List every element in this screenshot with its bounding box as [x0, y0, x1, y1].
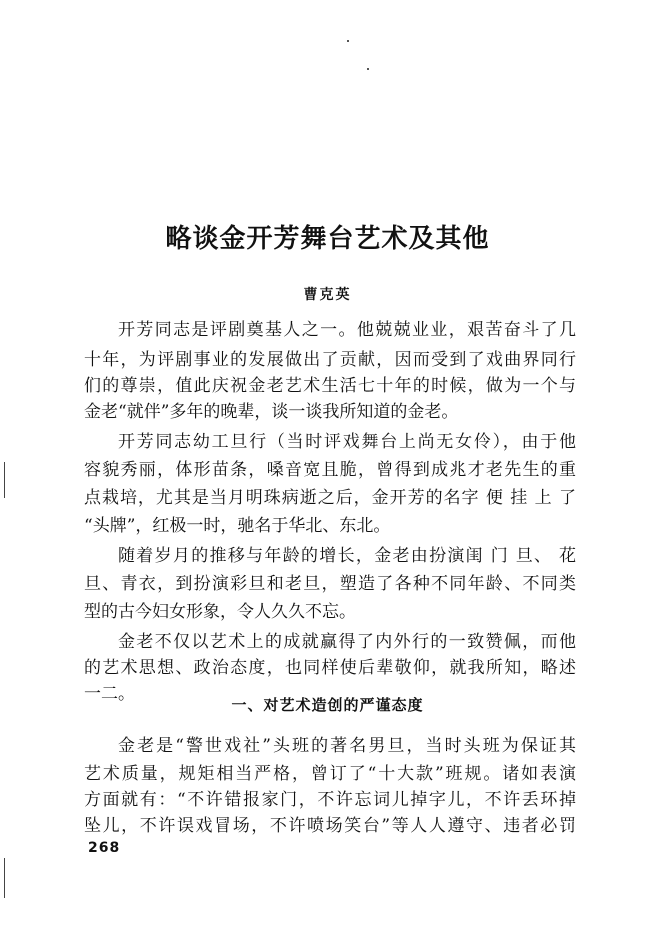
- scan-speck: [347, 40, 349, 42]
- text-line: 方面就有：“不许错报家门，不许忘词儿掉字儿，不许丢环掉: [84, 790, 576, 810]
- text-line: 的艺术思想、政治态度，也同样使后辈敬仰，就我所知，略述: [84, 658, 576, 678]
- text-line: 旦、青衣，到扮演彩旦和老旦，塑造了各种不同年龄、不同类: [84, 574, 576, 594]
- article-author: 曹克英: [303, 287, 352, 303]
- scan-edge-mark: [4, 858, 5, 898]
- page-number: 268: [88, 840, 121, 856]
- text-line: 金老“就伴”多年的晚辈，谈一谈我所知道的金老。: [84, 402, 459, 422]
- text-line: 开芳同志幼工旦行（当时评戏舞台上尚无女伶），由于他: [118, 432, 576, 452]
- text-line: 金老不仅以艺术上的成就赢得了内外行的一致赞佩，而他: [118, 632, 576, 652]
- text-line: 型的古今妇女形象，令人久久不忘。: [84, 602, 356, 622]
- text-line: 开芳同志是评剧奠基人之一。他兢兢业业，艰苦奋斗了几: [118, 320, 576, 340]
- scan-speck: [367, 68, 369, 70]
- text-line: 点栽培，尤其是当月明珠病逝之后，金开芳的名字 便 挂 上 了: [84, 488, 576, 508]
- text-line: 随着岁月的推移与年龄的增长，金老由扮演闺 门 旦、 花: [118, 546, 576, 566]
- text-line: 容貌秀丽，体形苗条，嗓音宽且脆，曾得到成兆才老先生的重: [84, 460, 576, 480]
- scan-edge-mark: [4, 462, 5, 498]
- text-line: 十年，为评剧事业的发展做出了贡献，因而受到了戏曲界同行: [84, 350, 576, 370]
- text-line: “头牌”，红极一时，驰名于华北、东北。: [84, 516, 391, 536]
- text-line: 艺术质量，规矩相当严格，曾订了“十大款”班规。诸如表演: [84, 764, 576, 784]
- text-line: 坠儿，不许误戏冒场，不许喷场笑台”等人人遵守、违者必罚: [84, 816, 576, 836]
- text-line: 金老是“警世戏社”头班的著名男旦，当时头班为保证其: [118, 736, 576, 756]
- text-line: 一二。: [84, 684, 135, 704]
- text-line: 们的尊崇，值此庆祝金老艺术生活七十年的时候，做为一个与: [84, 376, 576, 396]
- section-heading: 一、对艺术造创的严谨态度: [231, 696, 424, 714]
- article-title: 略谈金开芳舞台艺术及其他: [165, 224, 490, 254]
